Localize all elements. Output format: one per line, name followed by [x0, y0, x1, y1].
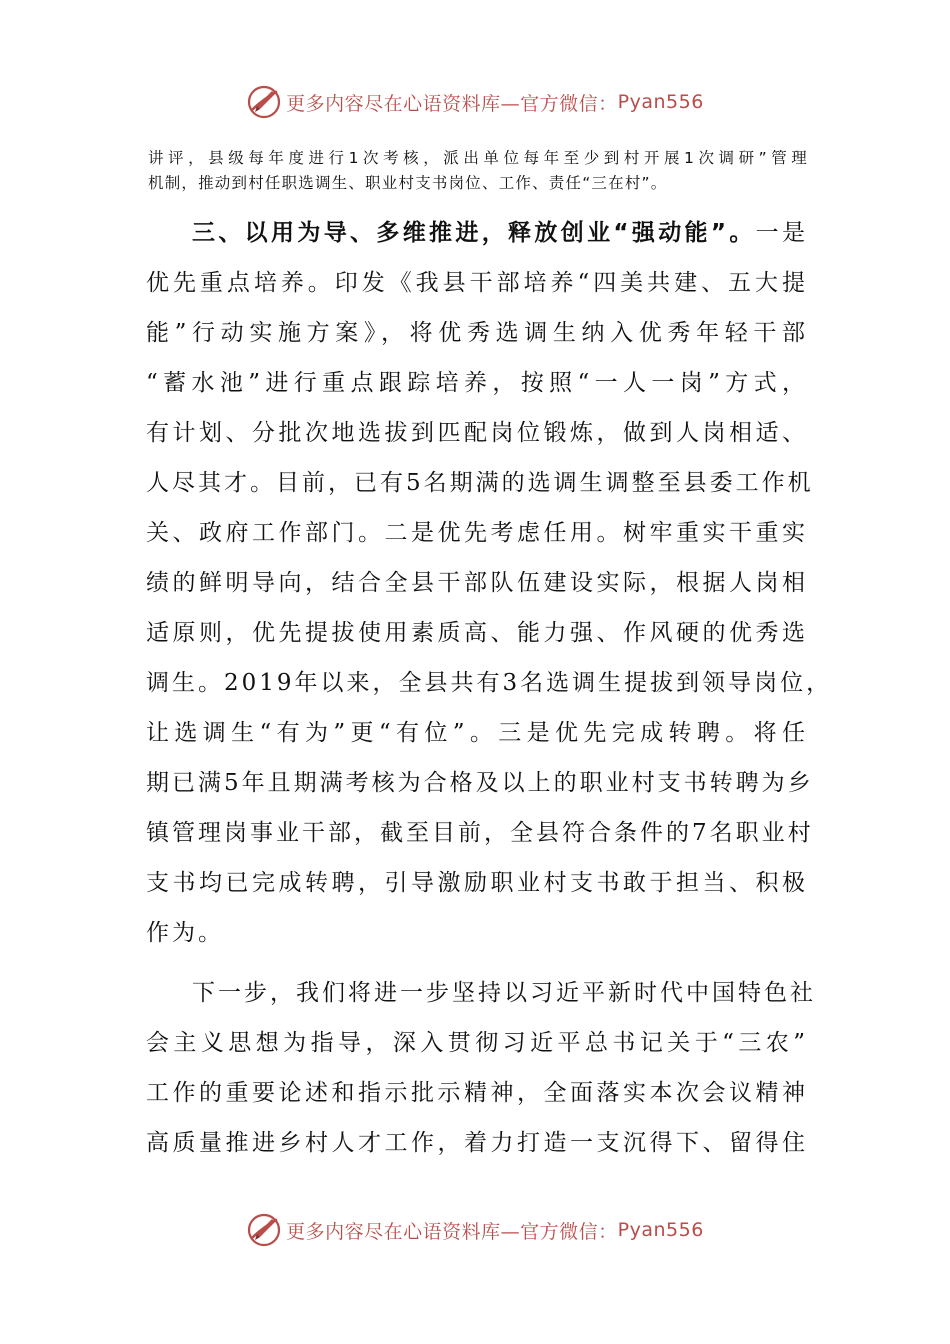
paragraph-line: 关、政府工作部门。二是优先考虑任用。树牢重实干重实	[146, 520, 808, 546]
paragraph-line: “蓄水池”进行重点跟踪培养，按照“一人一岗”方式，	[146, 370, 808, 396]
paragraph-line: 能”行动实施方案》，将优秀选调生纳入优秀年轻干部	[146, 320, 808, 346]
next-steps-paragraph	[146, 968, 816, 1168]
paragraph-line: 高质量推进乡村人才工作，着力打造一支沉得下、留得住	[146, 1130, 808, 1156]
header-banner	[0, 82, 950, 122]
continuation-line: 讲评，县级每年度进行1次考核，派出单位每年至少到村开展1次调研”管理	[148, 149, 808, 167]
continuation-paragraph	[148, 146, 808, 196]
banner-handle: Pyan556	[617, 1219, 704, 1241]
paragraph-line: 镇管理岗事业干部，截至目前，全县符合条件的7名职业村	[146, 820, 814, 846]
paragraph-line: 绩的鲜明导向，结合全县干部队伍建设实际，根据人岗相	[146, 570, 808, 596]
paragraph-line: 有计划、分批次地选拔到匹配岗位锻炼，做到人岗相适、	[146, 420, 808, 446]
banner-text: 更多内容尽在心语资料库—官方微信：	[286, 1220, 618, 1243]
paragraph-line: 优先重点培养。印发《我县干部培养“四美共建、五大提	[146, 270, 808, 296]
footer-banner	[0, 1210, 950, 1250]
paragraph-line: 一是	[755, 220, 809, 246]
section-three-first-line	[146, 208, 808, 258]
section-three-paragraph	[146, 208, 833, 958]
banner-handle: Pyan556	[617, 91, 704, 113]
paragraph-line: 工作的重要论述和指示批示精神，全面落实本次会议精神	[146, 1080, 808, 1106]
paragraph-line: 作为。	[146, 920, 224, 946]
pen-logo-icon	[246, 84, 282, 120]
paragraph-line: 让选调生“有为”更“有位”。三是优先完成转聘。将任	[146, 720, 808, 746]
paragraph-line: 下一步，我们将进一步坚持以习近平新时代中国特色社	[192, 980, 816, 1006]
paragraph-line: 调生。2019年以来，全县共有3名选调生提拔到领导岗位，	[146, 670, 833, 696]
section-three-heading: 三、以用为导、多维推进，释放创业“强动能”。	[192, 220, 756, 246]
continuation-line: 机制，推动到村任职选调生、职业村支书岗位、工作、责任“三在村”。	[148, 174, 668, 192]
pen-logo-icon	[246, 1212, 282, 1248]
paragraph-line: 期已满5年且期满考核为合格及以上的职业村支书转聘为乡	[146, 770, 814, 796]
paragraph-line: 支书均已完成转聘，引导激励职业村支书敢于担当、积极	[146, 870, 808, 896]
banner-text: 更多内容尽在心语资料库—官方微信：	[286, 92, 618, 115]
paragraph-line: 人尽其才。目前，已有5名期满的选调生调整至县委工作机	[146, 470, 814, 496]
paragraph-line: 适原则，优先提拔使用素质高、能力强、作风硬的优秀选	[146, 620, 808, 646]
paragraph-line: 会主义思想为指导，深入贯彻习近平总书记关于“三农”	[146, 1030, 808, 1056]
